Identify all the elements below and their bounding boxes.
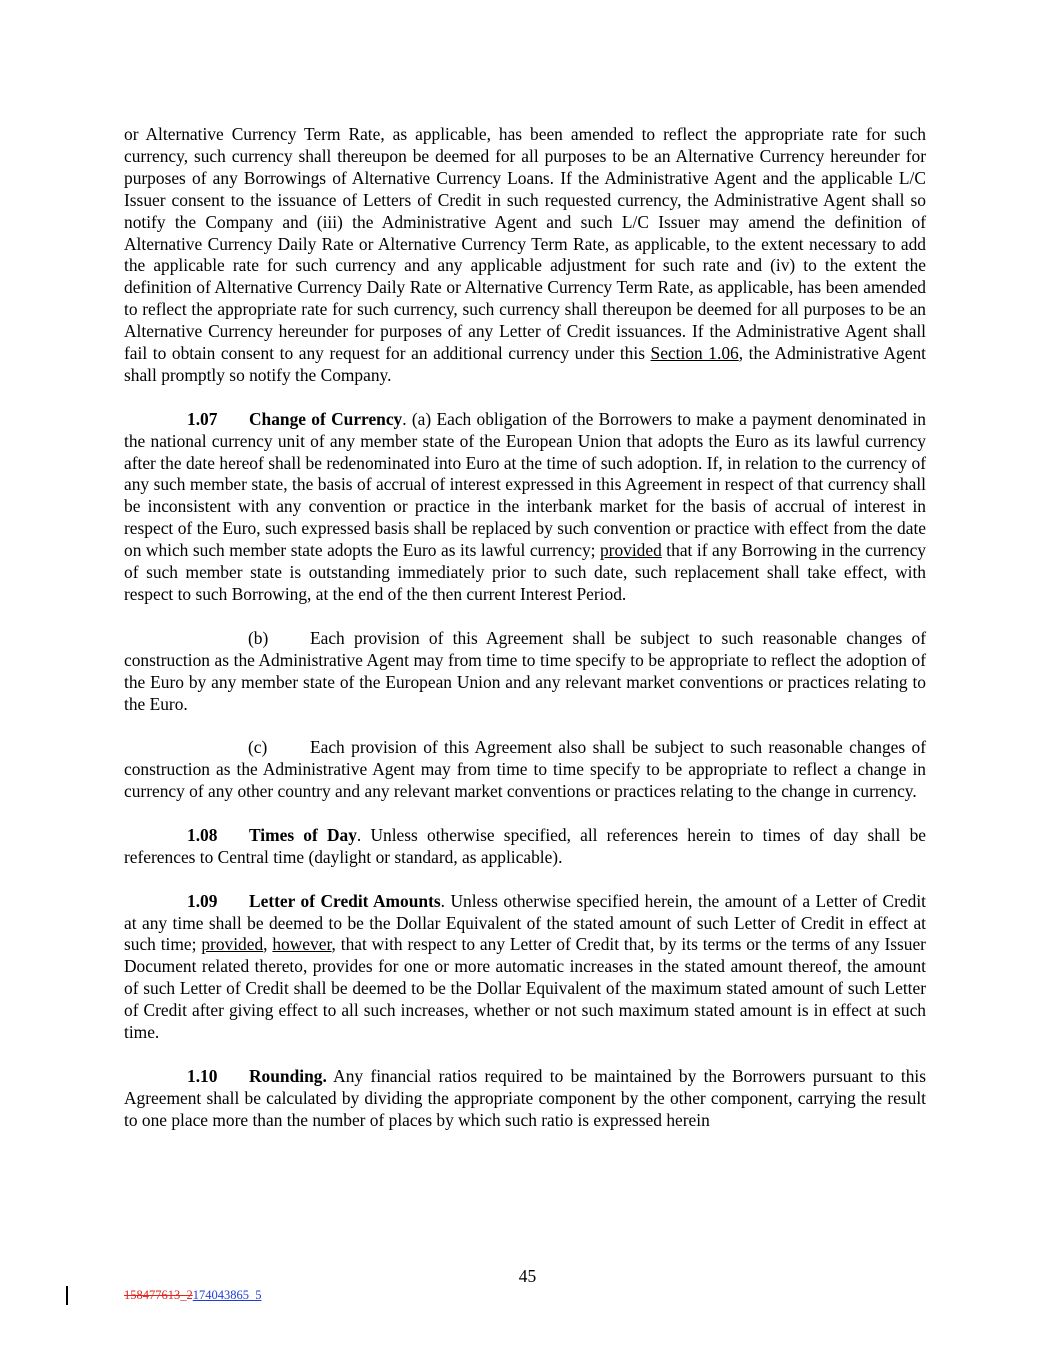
however-term: however (272, 934, 332, 955)
subsection-1-07-c (124, 737, 926, 803)
paragraph-text: . (a) Each obligation of the Borrowers to make a payment denominated in the national currency unit of any member state of the European Union that adopts the Euro as its lawful currency after the date hereof shall be redenominated into Euro at the time of such adoption. If, in relation to the currency of any such member state, the basis of accrual of interest expressed in this Agreement in respect of that currency shall be inconsistent with any convention or practice in the interbank market for the basis of accrual of interest in respect of the Euro, such expressed basis shall be replaced by such convention or practice with effect from the date on which such member state adopts the Euro as its lawful currency; (124, 408, 926, 561)
section-title: Letter of Credit Amounts (249, 890, 441, 911)
section-number: 1.09 (187, 890, 218, 911)
section-1-08 (124, 825, 926, 869)
revision-change-bar (66, 1286, 68, 1305)
document-body (124, 124, 926, 1153)
subsection-label: (b) (248, 627, 269, 648)
paragraph-text: , the Administrative Agent shall promptly so notify the Company. (124, 343, 926, 385)
section-title: Change of Currency (249, 408, 403, 429)
provided-term: provided (201, 934, 264, 955)
subsection-label: (c) (248, 737, 268, 758)
paragraph-text: . Unless otherwise specified, all references herein to times of day shall be references to Central time (daylight or standard, as applicable). (124, 824, 926, 867)
section-number: 1.08 (187, 824, 218, 845)
section-number: 1.10 (187, 1065, 218, 1086)
section-number: 1.07 (187, 408, 218, 429)
document-id (124, 1288, 262, 1303)
paragraph-text: . Unless otherwise specified herein, the amount of a Letter of Credit at any time shall be deemed to be the Dollar Equivalent of the stated amount of such Letter of Credit in effect at such time; (124, 890, 927, 955)
section-1-09 (124, 891, 926, 1044)
paragraph-text: that if any Borrowing in the currency of such member state is outstanding immediately prior to such date, such replacement shall take effect, with respect to such Borrowing, at the end of the then current Interest Period. (124, 540, 926, 605)
section-1-10 (124, 1066, 926, 1132)
paragraph-text: Each provision of this Agreement also shall be subject to such reasonable changes of construction as the Administrative Agent may from time to time specify to be appropriate to reflect a change in currency of any other country and any relevant market conventions or practices relating to the change in currency. (124, 737, 926, 802)
section-1-07 (124, 409, 926, 606)
paragraph-text: Any financial ratios required to be maintained by the Borrowers pursuant to this Agreement shall be calculated by dividing the appropriate component by the other component, carrying the result to one place more than the number of places by which such ratio is expressed herein (124, 1065, 926, 1130)
paragraph-text: , (263, 934, 273, 955)
page-number: 45 (518, 1266, 537, 1286)
subsection-1-07-b (124, 628, 926, 716)
paragraph-text: or Alternative Currency Term Rate, as applicable, has been amended to reflect the appropriate rate for such currency, such currency shall thereupon be deemed for all purposes to be an Alternative Currency hereunder for purposes of any Borrowings of Alternative Currency Loans. If the Administrative Agent and the applicable L/C Issuer consent to the issuance of Letters of Credit in such requested currency, the Administrative Agent shall so notify the Company and (iii) the Administrative Agent and such L/C Issuer may amend the definition of Alternative Currency Daily Rate or Alternative Currency Term Rate, as applicable, to the extent necessary to add the applicable rate for such currency and any applicable adjustment for such rate and (iv) to the extent the definition of Alternative Currency Daily Rate or Alternative Currency Term Rate, as applicable, has been amended to reflect the appropriate rate for such currency, such currency shall thereupon be deemed for all purposes to be an Alternative Currency hereunder for purposes of any Letter of Credit issuances. If the Administrative Agent shall fail to obtain consent to any request for an additional currency under this (124, 124, 926, 364)
section-title: Times of Day (249, 824, 357, 845)
paragraph-text: , that with respect to any Letter of Credit that, by its terms or the terms of any Issuer Document related thereto, provides for one or more automatic increases in the stated amount thereof, the amount of such Letter of Credit shall be deemed to be the Dollar Equivalent of the maximum stated amount of such Letter of Credit after giving effect to all such increases, whether or not such maximum stated amount is in effect at such time. (124, 934, 926, 1043)
section-title: Rounding. (249, 1065, 327, 1086)
paragraph-continuation (124, 124, 926, 387)
paragraph-text: Each provision of this Agreement shall be subject to such reasonable changes of construction as the Administrative Agent may from time to time specify to be appropriate to reflect the adoption of the Euro by any member state of the European Union and any relevant market conventions or practices relating to the Euro. (124, 627, 926, 714)
section-reference-link: Section 1.06 (650, 343, 739, 364)
provided-term: provided (599, 540, 662, 561)
inserted-document-id: 174043865_5 (192, 1288, 262, 1302)
deleted-document-id: 158477613_2 (124, 1288, 193, 1302)
